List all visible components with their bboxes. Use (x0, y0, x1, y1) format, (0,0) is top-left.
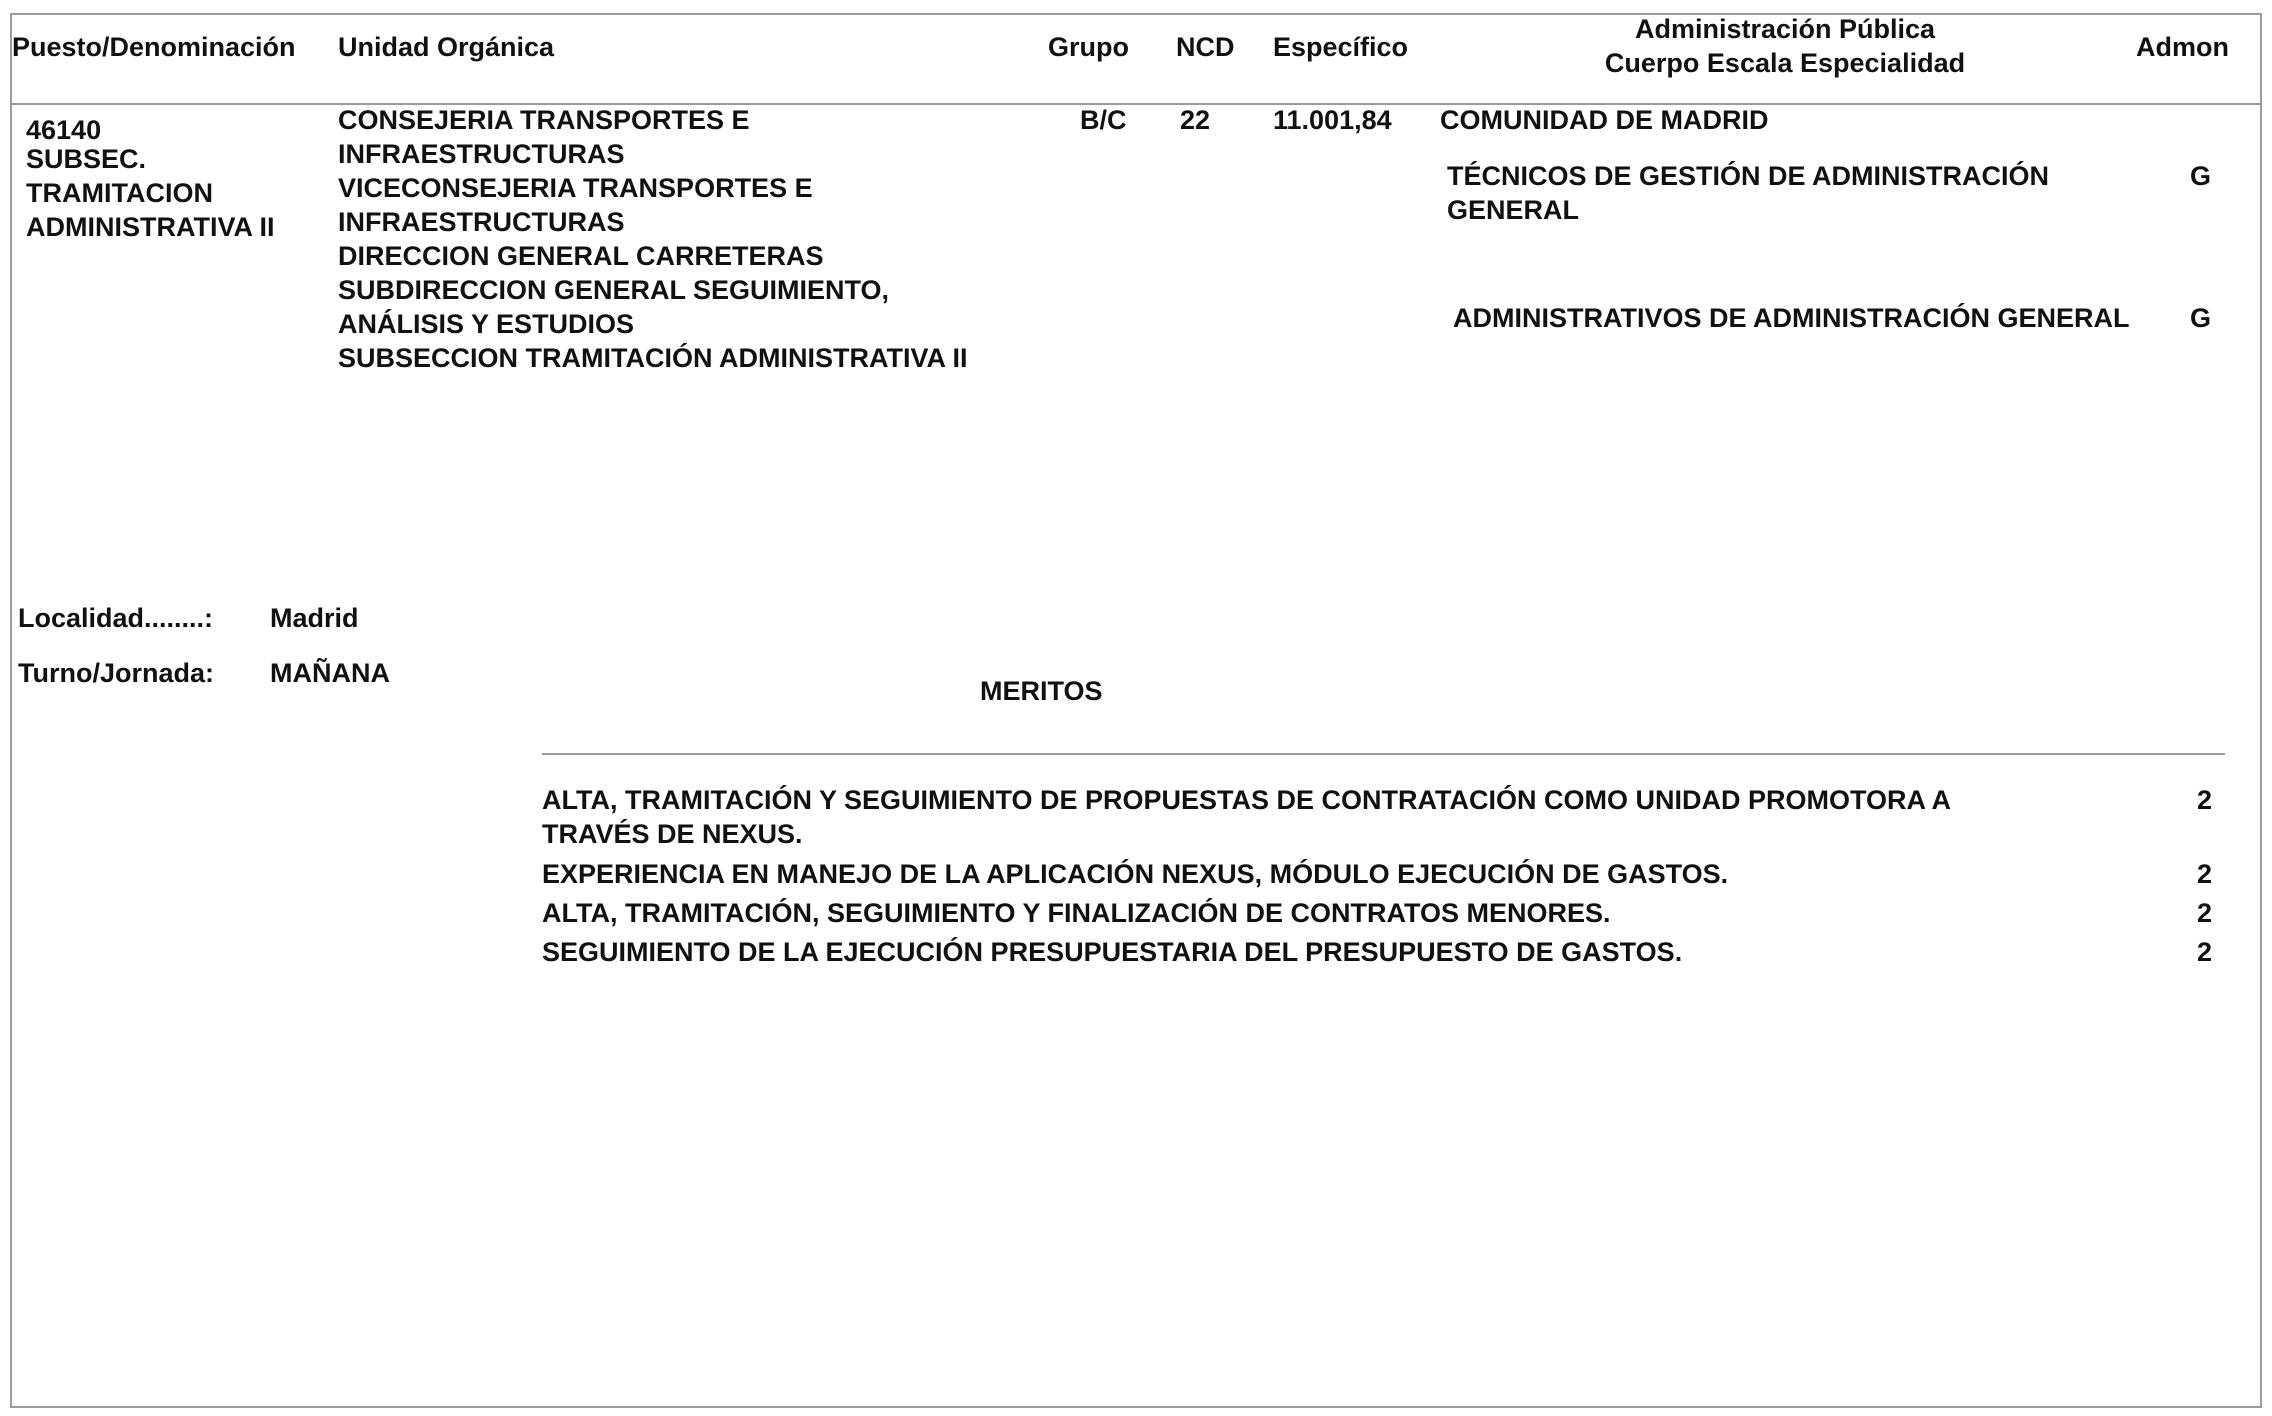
merito-item (542, 935, 1682, 969)
header-ncd: NCD (1176, 32, 1235, 62)
unidad-line: SUBSECCION TRAMITACIÓN ADMINISTRATIVA II (338, 343, 968, 373)
header-unidad: Unidad Orgánica (338, 32, 555, 62)
unidad-line: VICECONSEJERIA TRANSPORTES E (338, 173, 813, 203)
especifico-value: 11.001,84 (1273, 105, 1392, 135)
turno-label: Turno/Jornada: (18, 658, 215, 688)
administracion-value: COMUNIDAD DE MADRID (1440, 105, 1769, 135)
merito-line: ALTA, TRAMITACIÓN, SEGUIMIENTO Y FINALIZACIÓN DE CONTRATOS MENORES. (542, 898, 1611, 928)
merito-line: SEGUIMIENTO DE LA EJECUCIÓN PRESUPUESTARIA DEL PRESUPUESTO DE GASTOS. (542, 937, 1683, 967)
puesto-code: 46140 (26, 115, 102, 145)
header-grupo: Grupo (1048, 32, 1129, 62)
cuerpo-entry (1447, 159, 2049, 227)
header-admon: Admon (2136, 32, 2229, 62)
puesto-line: ADMINISTRATIVA II (26, 212, 275, 242)
header-especifico: Específico (1273, 32, 1409, 62)
merito-points: 2 (2197, 937, 2213, 967)
unidad-line: DIRECCION GENERAL CARRETERAS (338, 241, 824, 271)
puesto-line: TRAMITACION (26, 178, 213, 208)
merito-points: 2 (2197, 859, 2213, 889)
unidad-line: SUBDIRECCION GENERAL SEGUIMIENTO, (338, 275, 890, 305)
merito-line: ALTA, TRAMITACIÓN Y SEGUIMIENTO DE PROPUESTAS DE CONTRATACIÓN COMO UNIDAD PROMOTORA A (542, 785, 1952, 815)
puesto-denominacion (26, 142, 274, 244)
turno-value: MAÑANA (270, 658, 390, 688)
unidad-line: INFRAESTRUCTURAS (338, 207, 625, 237)
header-puesto: Puesto/Denominación (12, 32, 296, 62)
meritos-title: MERITOS (980, 676, 1103, 706)
cuerpo-admon: G (2190, 161, 2212, 191)
merito-line: TRAVÉS DE NEXUS. (542, 819, 803, 849)
merito-points: 2 (2197, 898, 2213, 928)
unidad-line: CONSEJERIA TRANSPORTES E (338, 105, 750, 135)
cuerpo-admon: G (2190, 303, 2212, 333)
merito-points: 2 (2197, 785, 2213, 815)
unidad-line: INFRAESTRUCTURAS (338, 139, 625, 169)
ncd-value: 22 (1180, 105, 1211, 135)
cuerpo-line: ADMINISTRATIVOS DE ADMINISTRACIÓN GENERAL (1453, 303, 2130, 333)
grupo-value: B/C (1080, 105, 1127, 135)
header-admin-publica: Administración Pública (1634, 14, 1936, 44)
unidad-organica (338, 103, 967, 375)
cuerpo-line: TÉCNICOS DE GESTIÓN DE ADMINISTRACIÓN (1447, 161, 2050, 191)
puesto-line: SUBSEC. (26, 144, 147, 174)
merito-item (542, 896, 1611, 930)
merito-item (542, 783, 1951, 851)
merito-line: EXPERIENCIA EN MANEJO DE LA APLICACIÓN NEXUS, MÓDULO EJECUCIÓN DE GASTOS. (542, 859, 1729, 889)
header-admin-sub: Cuerpo Escala Especialidad (1604, 48, 1966, 78)
meritos-divider (542, 753, 2225, 755)
merito-item (542, 857, 1728, 891)
cuerpo-line: GENERAL (1447, 195, 1580, 225)
localidad-value: Madrid (270, 603, 359, 633)
cuerpo-entry (1453, 301, 2130, 335)
unidad-line: ANÁLISIS Y ESTUDIOS (338, 309, 635, 339)
localidad-label: Localidad........: (18, 603, 214, 633)
